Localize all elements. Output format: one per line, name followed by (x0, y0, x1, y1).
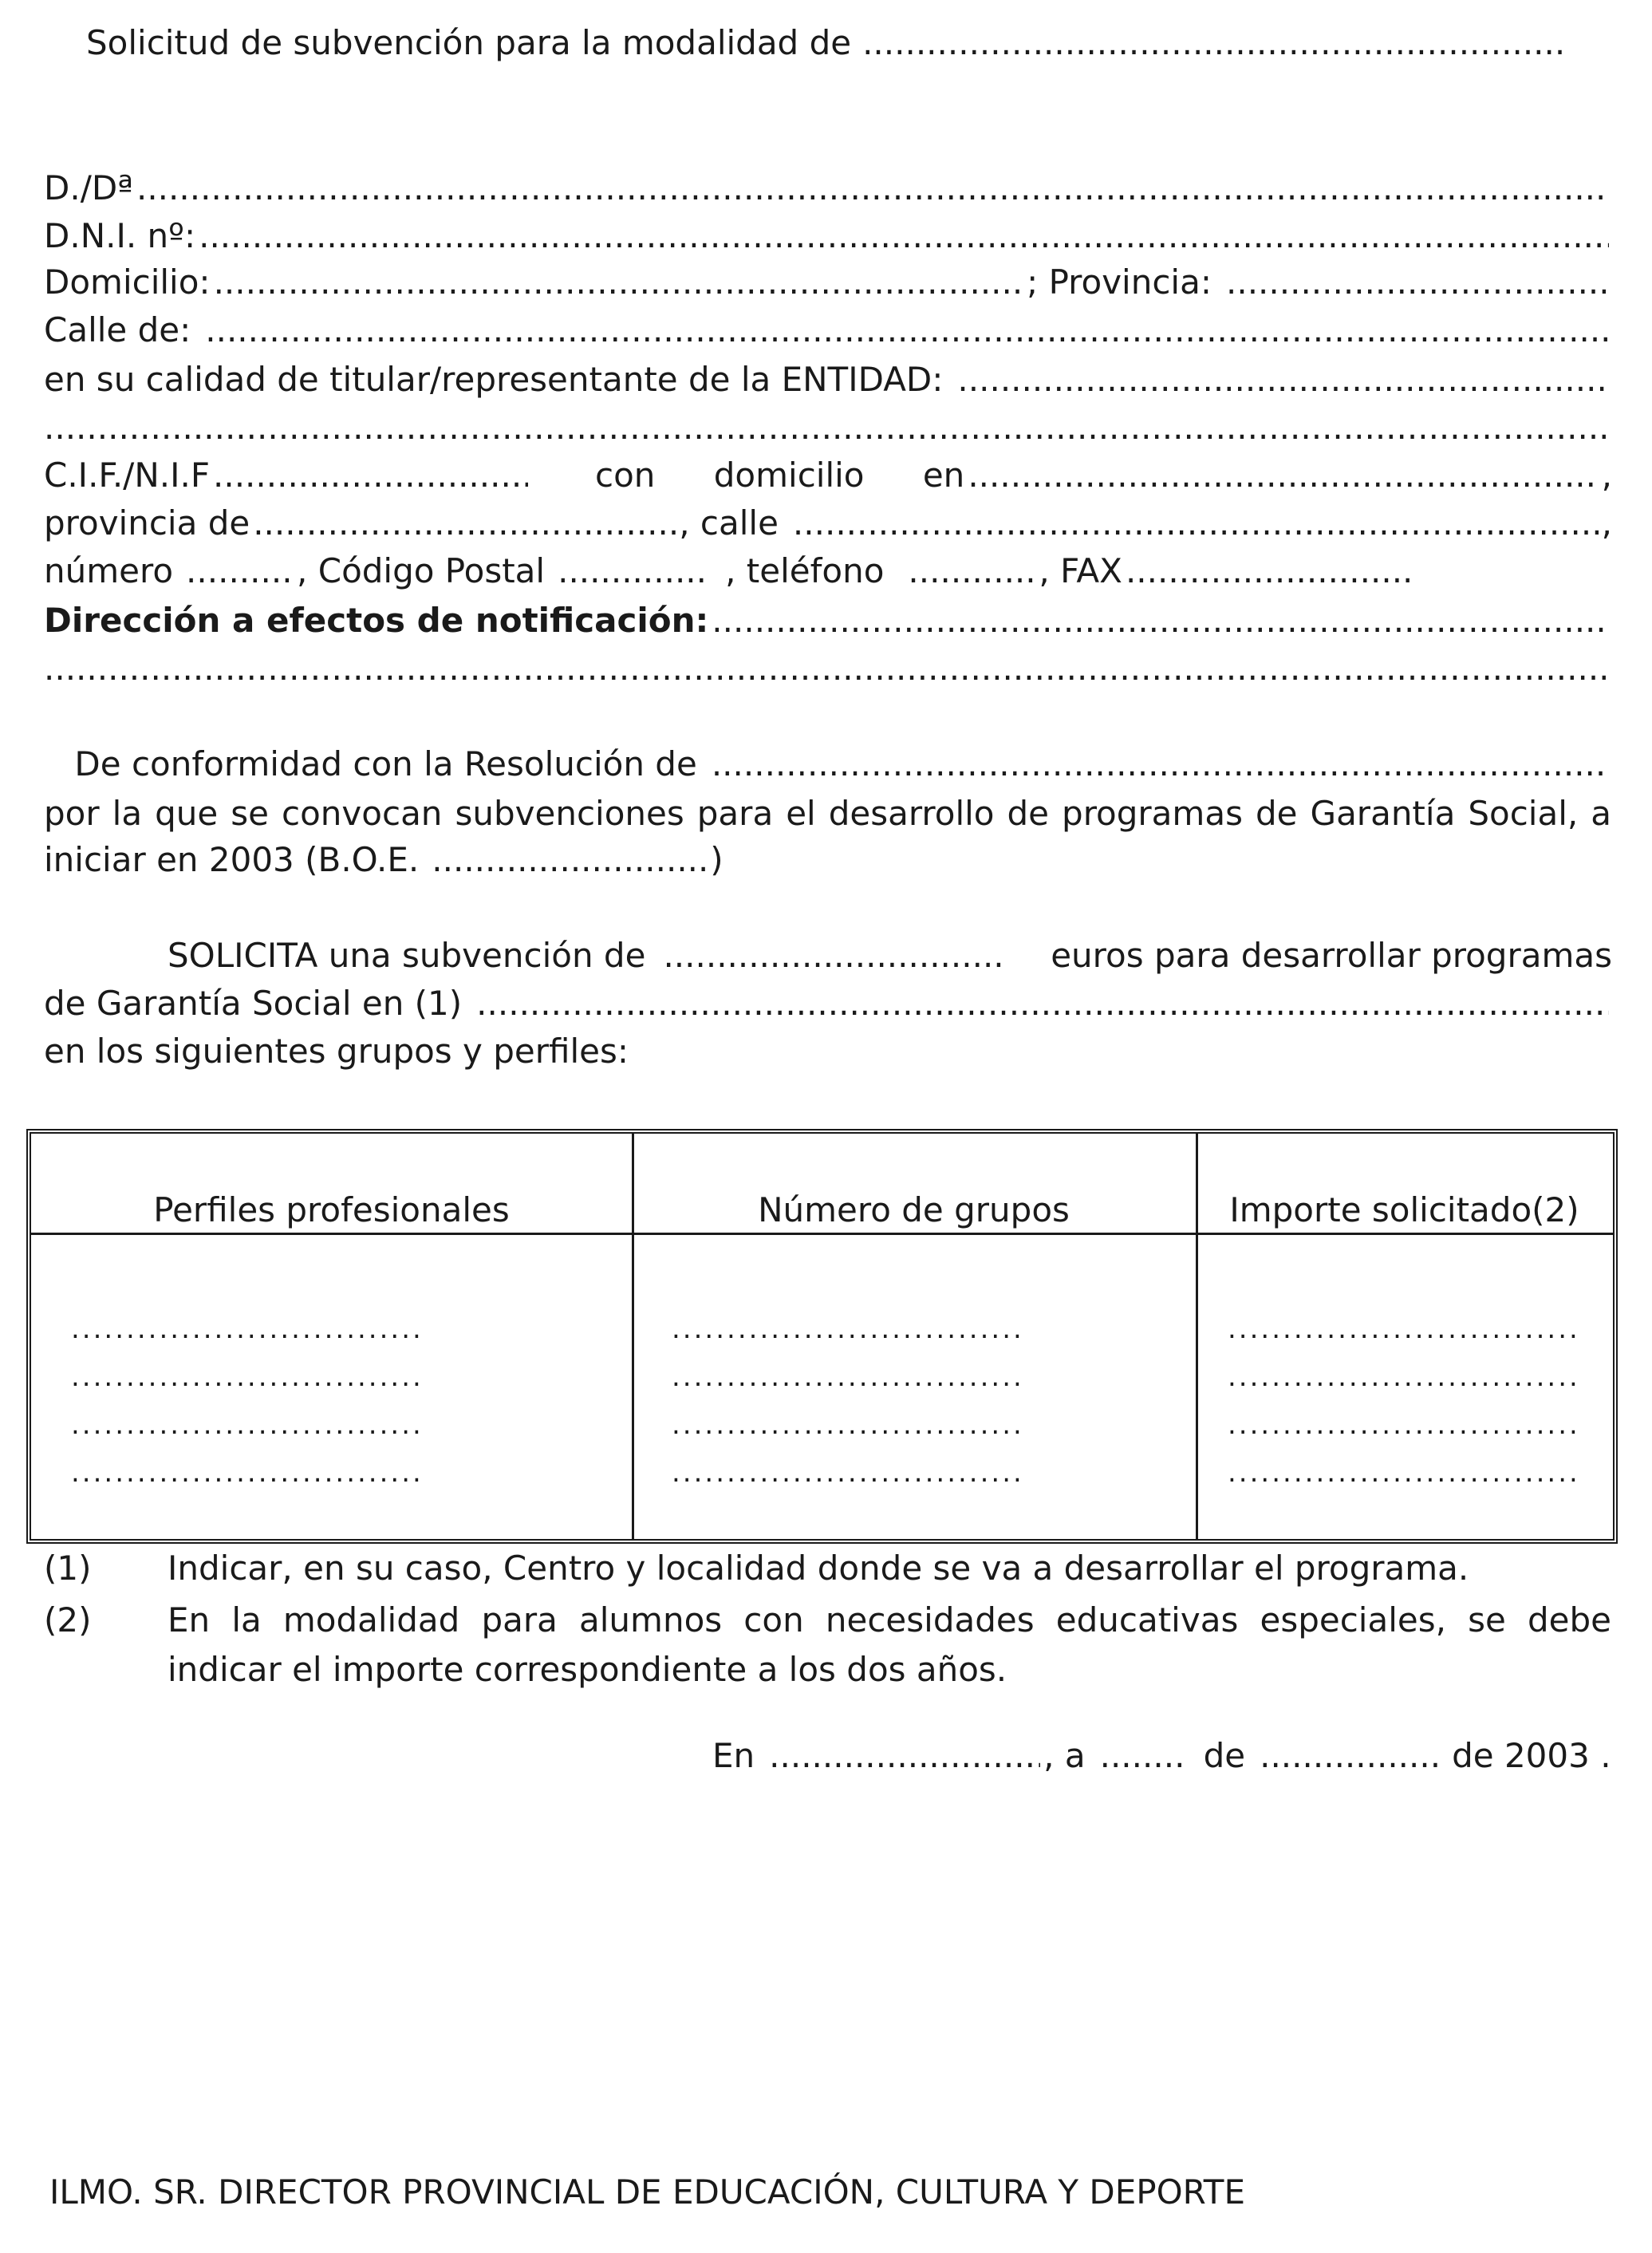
calle-field[interactable] (205, 310, 1609, 351)
domicilio-row (44, 262, 1612, 303)
modalidad-field[interactable] (862, 22, 1567, 64)
fax-label: , FAX (1039, 551, 1122, 590)
importe-field[interactable] (663, 935, 1002, 977)
date-a: , a (1043, 1736, 1086, 1775)
garantia-row (44, 983, 1612, 1024)
header-rule (31, 1233, 1613, 1235)
importe-line[interactable]: ................................ (1228, 1457, 1580, 1489)
note-1-number: (1) (44, 1549, 92, 1588)
day-field[interactable] (1100, 1735, 1186, 1777)
profiles-table (26, 1129, 1618, 1544)
notificacion-field[interactable] (712, 600, 1609, 641)
calle-row (44, 310, 1612, 351)
notificacion-continuation-row (44, 648, 1612, 689)
form-title (86, 22, 1570, 64)
con-domicilio-field[interactable] (968, 455, 1598, 496)
codigo-postal-label: , Código Postal (297, 551, 546, 590)
comma: , (1601, 503, 1612, 543)
solicita-row (44, 935, 1612, 977)
date-line (712, 1735, 1611, 1777)
grupos-intro-row (44, 1031, 629, 1072)
centro-field[interactable] (476, 983, 1609, 1024)
dni-label: D.N.I. nº: (44, 216, 196, 255)
resolution-line-3-prefix: iniciar en 2003 (B.O.E. (44, 840, 420, 879)
date-en: En (712, 1736, 755, 1775)
calle2-field[interactable] (793, 503, 1599, 544)
addressee-text: ILMO. SR. DIRECTOR PROVINCIAL DE EDUCACIÓN, CULTURA Y DEPORTE (49, 2172, 1245, 2212)
grupos-line[interactable]: ................................ (672, 1313, 1024, 1345)
header-importe: Importe solicitado(2) (1229, 1190, 1579, 1229)
solicita-suffix: euros para desarrollar programas (1051, 936, 1612, 975)
resolution-line-3-suffix: ) (710, 840, 723, 879)
resolution-row-1 (44, 744, 1612, 785)
note-1 (44, 1544, 1611, 1593)
resolucion-field[interactable] (712, 744, 1609, 785)
provincia-de-label: provincia de (44, 503, 250, 543)
perfiles-line[interactable]: ................................ (71, 1313, 424, 1345)
solicita-prefix: SOLICITA una subvención de (168, 936, 646, 975)
notificacion-field-cont[interactable] (44, 648, 1612, 689)
numero-field[interactable] (186, 550, 294, 592)
provincia-label: ; Provincia: (1027, 262, 1212, 302)
entidad-continuation-row (44, 407, 1612, 448)
entidad-field-cont[interactable] (44, 407, 1612, 448)
importe-line[interactable]: ................................ (1228, 1313, 1580, 1345)
provincia-field[interactable] (1226, 262, 1609, 303)
name-field[interactable] (136, 168, 1609, 209)
grupos-line[interactable]: ................................ (672, 1409, 1024, 1441)
grupos-cell[interactable] (672, 1305, 1024, 1497)
calle-label: Calle de: (44, 310, 191, 349)
con-domicilio-label: con domicilio en (595, 456, 965, 495)
name-row (44, 168, 1612, 209)
note-2-number: (2) (44, 1600, 92, 1639)
perfiles-cell[interactable] (71, 1305, 424, 1497)
entidad-field[interactable] (957, 359, 1609, 400)
comma: , (1601, 456, 1612, 495)
perfiles-line[interactable]: ................................ (71, 1361, 424, 1393)
importe-cell[interactable] (1228, 1305, 1611, 1497)
resolution-line-1: De conformidad con la Resolución de (74, 744, 697, 783)
perfiles-line[interactable]: ................................ (71, 1457, 424, 1489)
numero-row (44, 550, 1416, 592)
note-2-text: En la modalidad para alumnos con necesidades educativas especiales, se debe indicar el importe correspondiente a los dos años. (168, 1600, 1611, 1689)
notificacion-label: Dirección a efectos de notificación: (44, 601, 709, 640)
garantia-label: de Garantía Social en (1) (44, 984, 463, 1023)
place-field[interactable] (769, 1735, 1040, 1777)
resolution-line-2: por la que se convocan subvenciones para el desarrollo de programas de Garantía Social, a (44, 794, 1611, 833)
date-year: de 2003 . (1452, 1736, 1611, 1775)
calle2-label: , calle (679, 503, 779, 543)
domicilio-label: Domicilio: (44, 262, 211, 302)
cif-row (44, 455, 1612, 496)
grupos-line[interactable]: ................................ (672, 1361, 1024, 1393)
dni-row (44, 215, 1612, 257)
dni-field[interactable] (199, 215, 1609, 257)
grupos-intro: en los siguientes grupos y perfiles: (44, 1032, 629, 1071)
telefono-field[interactable] (908, 550, 1035, 592)
note-1-text: Indicar, en su caso, Centro y localidad donde se va a desarrollar el programa. (168, 1549, 1469, 1588)
note-2 (44, 1596, 1611, 1699)
provincia-de-field[interactable] (253, 503, 676, 544)
month-field[interactable] (1260, 1735, 1439, 1777)
form-title-text: Solicitud de subvención para la modalidad de (86, 23, 852, 62)
numero-label: número (44, 551, 174, 590)
importe-line[interactable]: ................................ (1228, 1361, 1580, 1393)
name-label: D./Dª (44, 168, 133, 207)
telefono-label: , teléfono (725, 551, 885, 590)
provincia-de-row (44, 503, 1612, 544)
resolution-row-3 (44, 839, 723, 881)
header-grupos: Número de grupos (758, 1190, 1070, 1229)
addressee (49, 2172, 1245, 2213)
header-perfiles: Perfiles profesionales (153, 1190, 510, 1229)
boe-field[interactable] (432, 839, 707, 881)
grupos-line[interactable]: ................................ (672, 1457, 1024, 1489)
importe-line[interactable]: ................................ (1228, 1409, 1580, 1441)
notificacion-row (44, 600, 1612, 641)
codigo-postal-field[interactable] (558, 550, 709, 592)
calidad-row (44, 359, 1612, 400)
domicilio-field[interactable] (214, 262, 1023, 303)
fax-field[interactable] (1126, 550, 1413, 592)
date-de: de (1203, 1736, 1246, 1775)
cif-label: C.I.F./N.I.F (44, 456, 210, 495)
calidad-label: en su calidad de titular/representante de la ENTIDAD: (44, 360, 944, 399)
cif-field[interactable] (213, 455, 528, 496)
perfiles-line[interactable]: ................................ (71, 1409, 424, 1441)
